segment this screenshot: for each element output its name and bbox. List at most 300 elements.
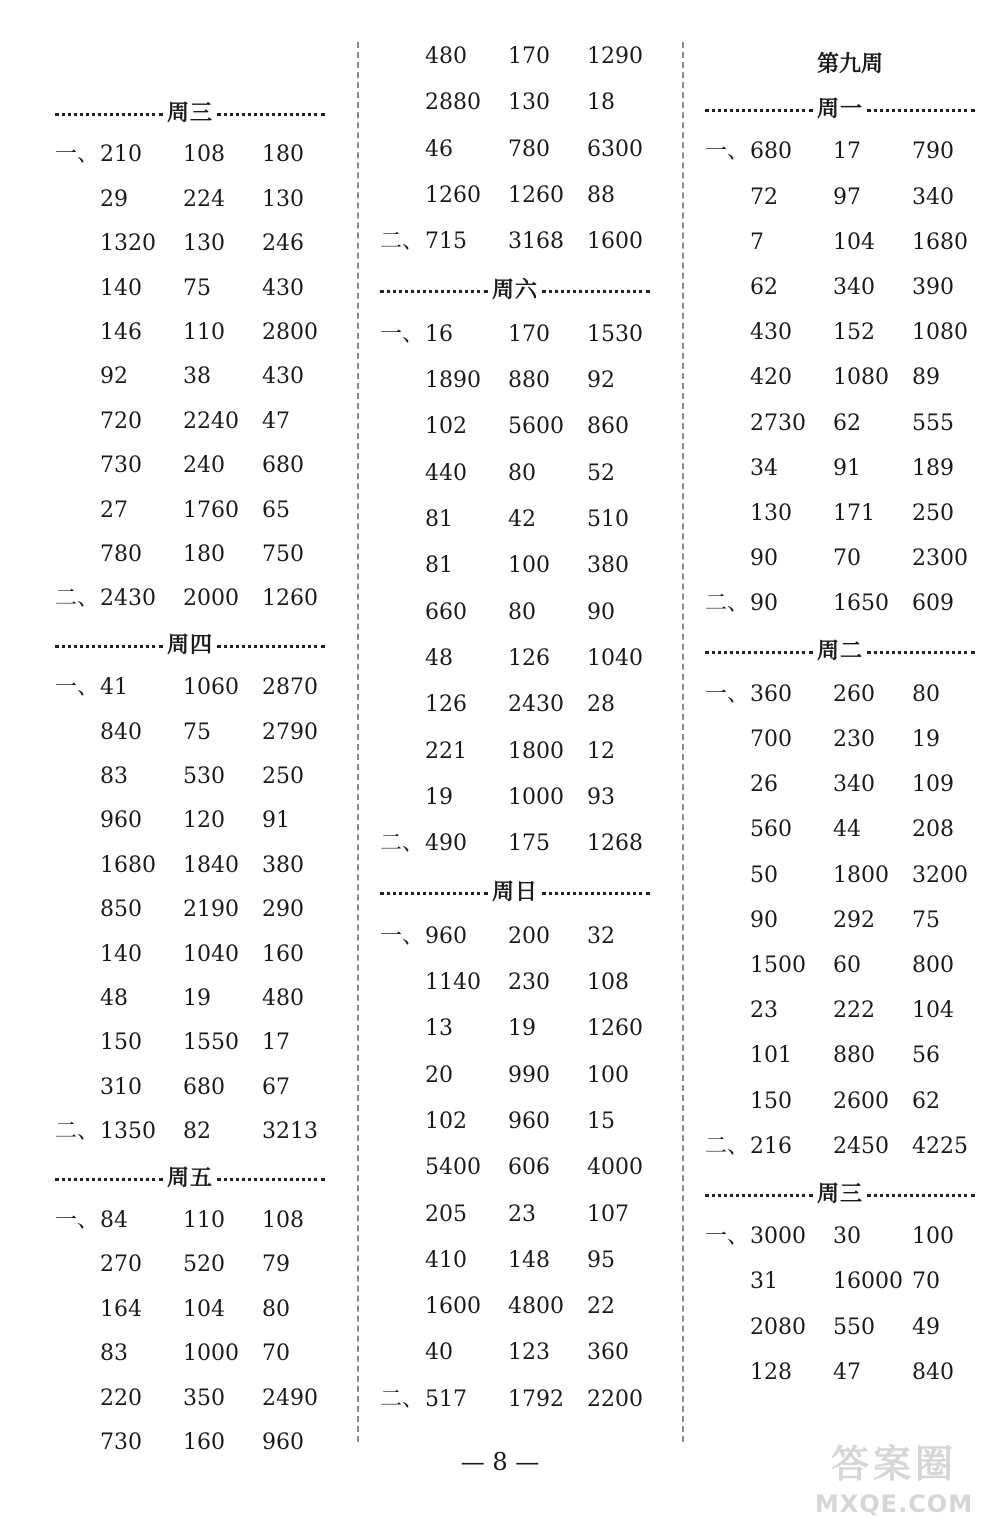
answer-value: 860 xyxy=(587,414,629,440)
answer-value: 23 xyxy=(750,998,778,1024)
answer-value: 32 xyxy=(587,923,615,949)
answer-value: 75 xyxy=(912,907,940,933)
answer-value: 4800 xyxy=(508,1294,564,1320)
answer-value: 1000 xyxy=(508,784,564,810)
answer-value: 90 xyxy=(750,591,778,617)
answer-value: 340 xyxy=(912,184,954,210)
answer-value: 2200 xyxy=(587,1386,643,1412)
answer-value: 246 xyxy=(262,231,304,257)
answer-value: 555 xyxy=(912,410,954,436)
answer-row xyxy=(55,405,345,439)
answer-value: 95 xyxy=(587,1247,615,1273)
answer-value: 2870 xyxy=(262,675,318,701)
answer-value: 160 xyxy=(183,1430,225,1455)
answer-value: 19 xyxy=(425,784,453,810)
answer-row xyxy=(380,549,670,583)
dotted-rule xyxy=(542,892,650,895)
answer-row xyxy=(380,40,670,74)
answer-value: 1350 xyxy=(100,1119,156,1145)
answer-row xyxy=(55,1071,345,1105)
section-marker: 一、 xyxy=(55,142,100,168)
answer-value: 67 xyxy=(262,1074,290,1100)
dotted-rule xyxy=(217,1178,325,1181)
answer-value: 840 xyxy=(100,719,142,745)
answer-value: 430 xyxy=(750,320,792,346)
answer-row xyxy=(380,503,670,537)
answer-value: 108 xyxy=(183,142,225,168)
answer-value: 34 xyxy=(750,455,778,481)
answer-value: 380 xyxy=(262,852,304,878)
answer-value: 83 xyxy=(100,764,128,789)
answer-value: 81 xyxy=(425,507,453,532)
section-marker: 一、 xyxy=(55,1208,100,1233)
answer-value: 91 xyxy=(833,455,861,481)
answer-value: 609 xyxy=(912,591,954,617)
answer-value: 440 xyxy=(425,460,467,486)
answer-value: 170 xyxy=(508,44,550,69)
answer-row xyxy=(380,1290,670,1324)
answer-value: 4000 xyxy=(587,1155,643,1181)
answer-value: 81 xyxy=(425,553,453,579)
answer-value: 680 xyxy=(183,1074,225,1100)
answer-row xyxy=(380,1151,670,1185)
answer-row xyxy=(380,133,670,167)
answer-value: 56 xyxy=(912,1043,940,1069)
answer-value: 123 xyxy=(508,1340,550,1366)
answer-row xyxy=(380,225,670,259)
answer-row xyxy=(55,1248,345,1282)
answer-row xyxy=(380,781,670,815)
answer-value: 222 xyxy=(833,998,875,1024)
answer-row xyxy=(705,497,995,531)
answer-value: 23 xyxy=(508,1201,536,1227)
section-marker: 一、 xyxy=(705,139,750,165)
answer-value: 1550 xyxy=(183,1030,239,1056)
day-header xyxy=(55,627,325,661)
answer-value: 107 xyxy=(587,1201,629,1227)
answer-value: 80 xyxy=(508,460,536,486)
answer-value: 560 xyxy=(750,817,792,843)
day-header xyxy=(55,1160,325,1194)
answer-value: 16000 xyxy=(833,1269,903,1295)
answer-value: 62 xyxy=(750,275,778,300)
answer-row xyxy=(55,1204,345,1238)
watermark-logo xyxy=(794,1440,994,1528)
section-marker: 二、 xyxy=(705,1133,750,1159)
answer-value: 880 xyxy=(508,368,550,394)
answer-value: 48 xyxy=(425,645,453,671)
answer-value: 224 xyxy=(183,186,225,212)
answer-row xyxy=(705,678,995,712)
answer-value: 1680 xyxy=(100,852,156,878)
answer-value: 83 xyxy=(100,1341,128,1367)
answer-value: 1600 xyxy=(425,1294,481,1320)
answer-value: 310 xyxy=(100,1074,142,1100)
answer-value: 72 xyxy=(750,184,778,210)
answer-row xyxy=(55,938,345,972)
answer-value: 840 xyxy=(912,1359,954,1385)
answer-row xyxy=(55,183,345,217)
answer-value: 730 xyxy=(100,453,142,479)
answer-value: 1800 xyxy=(508,738,564,764)
answer-value: 1320 xyxy=(100,231,156,257)
answer-value: 52 xyxy=(587,460,615,486)
answer-value: 2430 xyxy=(508,692,564,718)
answer-value: 2000 xyxy=(183,586,239,612)
answer-row xyxy=(55,316,345,350)
day-header xyxy=(705,633,975,667)
answer-value: 1680 xyxy=(912,229,968,255)
day-header-label: 周一 xyxy=(817,95,864,122)
answer-row xyxy=(55,1026,345,1060)
answer-value: 70 xyxy=(262,1341,290,1367)
answer-value: 2450 xyxy=(833,1133,889,1159)
answer-value: 2600 xyxy=(833,1088,889,1114)
answer-value: 2800 xyxy=(262,320,318,345)
answer-value: 126 xyxy=(425,692,467,718)
answer-row xyxy=(380,1105,670,1139)
watermark-url: MXQE.COM xyxy=(814,1490,974,1518)
answer-value: 189 xyxy=(912,455,954,481)
answer-value: 130 xyxy=(750,501,792,526)
answer-value: 850 xyxy=(100,897,142,923)
answer-value: 606 xyxy=(508,1155,550,1181)
dotted-rule xyxy=(867,651,975,654)
day-header xyxy=(55,94,325,128)
dotted-rule xyxy=(867,109,975,112)
answer-value: 150 xyxy=(750,1088,792,1114)
answer-value: 30 xyxy=(833,1224,861,1250)
answer-value: 3000 xyxy=(750,1224,806,1250)
section-marker: 一、 xyxy=(705,681,750,707)
answer-value: 221 xyxy=(425,738,467,764)
answer-row xyxy=(705,1356,995,1390)
answer-row xyxy=(380,1244,670,1278)
answer-value: 1080 xyxy=(912,320,968,346)
answer-row xyxy=(705,271,995,305)
answer-value: 88 xyxy=(587,182,615,208)
answer-value: 46 xyxy=(425,136,453,162)
answer-value: 2790 xyxy=(262,719,318,745)
dotted-rule xyxy=(380,290,488,293)
answer-value: 26 xyxy=(750,772,778,798)
answer-value: 65 xyxy=(262,497,290,523)
answer-row xyxy=(705,1039,995,1073)
answer-value: 730 xyxy=(100,1430,142,1455)
answer-row xyxy=(55,982,345,1016)
section-marker: 二、 xyxy=(380,1386,425,1412)
answer-value: 205 xyxy=(425,1201,467,1227)
answer-value: 1530 xyxy=(587,321,643,347)
answer-value: 2080 xyxy=(750,1314,806,1340)
answer-value: 1140 xyxy=(425,970,481,995)
answer-value: 70 xyxy=(833,546,861,572)
section-marker: 一、 xyxy=(705,1224,750,1250)
answer-row xyxy=(705,226,995,260)
answer-row xyxy=(55,1293,345,1327)
dotted-rule xyxy=(217,645,325,648)
answer-value: 200 xyxy=(508,923,550,949)
answer-value: 90 xyxy=(750,546,778,572)
answer-value: 108 xyxy=(262,1208,304,1233)
answer-value: 130 xyxy=(508,90,550,116)
answer-value: 240 xyxy=(183,453,225,479)
answer-value: 1840 xyxy=(183,852,239,878)
answer-value: 108 xyxy=(587,970,629,995)
answer-row xyxy=(705,1265,995,1299)
answer-value: 180 xyxy=(262,142,304,168)
answer-value: 410 xyxy=(425,1247,467,1273)
day-header xyxy=(705,90,975,124)
answer-row xyxy=(55,582,345,616)
day-header-label: 周六 xyxy=(492,277,539,303)
answer-value: 130 xyxy=(183,231,225,257)
section-marker: 一、 xyxy=(380,321,425,347)
answer-value: 340 xyxy=(833,275,875,300)
answer-row xyxy=(705,452,995,486)
answer-value: 47 xyxy=(262,408,290,434)
answer-value: 104 xyxy=(183,1296,225,1322)
answer-value: 60 xyxy=(833,953,861,978)
answer-value: 3213 xyxy=(262,1119,318,1145)
answer-value: 660 xyxy=(425,599,467,625)
answer-value: 270 xyxy=(100,1252,142,1278)
answer-value: 1000 xyxy=(183,1341,239,1367)
answer-value: 960 xyxy=(262,1430,304,1455)
answer-row xyxy=(380,410,670,444)
answer-value: 2190 xyxy=(183,897,239,923)
answer-value: 210 xyxy=(100,142,142,168)
answer-value: 290 xyxy=(262,897,304,923)
section-marker: 一、 xyxy=(55,675,100,701)
day-header xyxy=(380,272,650,306)
answer-row xyxy=(705,407,995,441)
answer-row xyxy=(705,859,995,893)
answer-row xyxy=(55,760,345,794)
answer-value: 2730 xyxy=(750,410,806,436)
answer-value: 101 xyxy=(750,1043,792,1069)
answer-value: 150 xyxy=(100,1030,142,1056)
section-marker: 二、 xyxy=(705,591,750,617)
section-marker: 二、 xyxy=(380,229,425,255)
answer-value: 680 xyxy=(750,139,792,165)
answer-row xyxy=(380,920,670,954)
answer-value: 250 xyxy=(912,501,954,526)
answer-value: 430 xyxy=(262,275,304,301)
answer-row xyxy=(705,813,995,847)
day-header-label: 周日 xyxy=(492,878,539,905)
answer-value: 12 xyxy=(587,738,615,764)
dotted-rule xyxy=(542,290,650,293)
answer-value: 84 xyxy=(100,1208,128,1233)
answer-value: 715 xyxy=(425,229,467,255)
answer-value: 1760 xyxy=(183,497,239,523)
answer-row xyxy=(705,1220,995,1254)
answer-value: 1260 xyxy=(587,1016,643,1042)
answer-value: 80 xyxy=(912,681,940,707)
answer-row xyxy=(705,587,995,621)
day-header xyxy=(705,1175,975,1209)
day-header-label: 周三 xyxy=(817,1180,864,1207)
answer-value: 18 xyxy=(587,90,615,116)
answer-row xyxy=(55,538,345,572)
answer-value: 380 xyxy=(587,553,629,579)
answer-value: 146 xyxy=(100,320,142,345)
day-header-label: 周五 xyxy=(167,1165,214,1192)
answer-value: 47 xyxy=(833,1359,861,1385)
answer-value: 100 xyxy=(912,1224,954,1250)
answer-value: 140 xyxy=(100,275,142,301)
dotted-rule xyxy=(217,113,325,116)
answer-value: 42 xyxy=(508,507,536,532)
answer-value: 102 xyxy=(425,1108,467,1134)
dotted-rule xyxy=(55,645,163,648)
answer-row xyxy=(380,318,670,352)
answer-column-right xyxy=(705,0,995,1500)
answer-value: 41 xyxy=(100,675,128,701)
answer-value: 517 xyxy=(425,1386,467,1412)
answer-value: 75 xyxy=(183,719,211,745)
answer-value: 17 xyxy=(833,139,861,165)
answer-value: 19 xyxy=(912,727,940,752)
answer-value: 880 xyxy=(833,1043,875,1069)
answer-value: 19 xyxy=(508,1016,536,1042)
answer-row xyxy=(55,360,345,394)
answer-value: 80 xyxy=(508,599,536,625)
dotted-rule xyxy=(55,1178,163,1181)
section-marker: 一、 xyxy=(380,923,425,949)
answer-row xyxy=(705,1130,995,1164)
column-divider xyxy=(682,42,684,1442)
answer-row xyxy=(380,1012,670,1046)
dotted-rule xyxy=(705,109,813,112)
answer-value: 1290 xyxy=(587,44,643,69)
answer-value: 19 xyxy=(183,986,211,1011)
dotted-rule xyxy=(55,113,163,116)
answer-row xyxy=(380,642,670,676)
answer-row xyxy=(380,1336,670,1370)
answer-value: 29 xyxy=(100,186,128,212)
answer-value: 70 xyxy=(912,1269,940,1295)
answer-value: 350 xyxy=(183,1385,225,1411)
answer-row xyxy=(380,1059,670,1093)
answer-row xyxy=(705,1311,995,1345)
answer-value: 292 xyxy=(833,907,875,933)
answer-value: 22 xyxy=(587,1294,615,1320)
answer-value: 171 xyxy=(833,501,875,526)
answer-value: 780 xyxy=(508,136,550,162)
answer-value: 92 xyxy=(587,368,615,394)
answer-value: 130 xyxy=(262,186,304,212)
answer-value: 48 xyxy=(100,986,128,1011)
answer-row xyxy=(705,542,995,576)
answer-value: 1260 xyxy=(262,586,318,612)
answer-row xyxy=(380,966,670,1000)
section-marker: 二、 xyxy=(380,831,425,857)
dotted-rule xyxy=(705,1194,813,1197)
answer-value: 110 xyxy=(183,320,225,345)
answer-row xyxy=(705,949,995,983)
answer-value: 960 xyxy=(425,923,467,949)
answer-value: 680 xyxy=(262,453,304,479)
answer-value: 3168 xyxy=(508,229,564,255)
answer-value: 1600 xyxy=(587,229,643,255)
answer-value: 5600 xyxy=(508,414,564,440)
answer-value: 110 xyxy=(183,1208,225,1233)
answer-value: 1792 xyxy=(508,1386,564,1412)
answer-value: 31 xyxy=(750,1269,778,1295)
answer-value: 80 xyxy=(262,1296,290,1322)
answer-value: 260 xyxy=(833,681,875,707)
answer-value: 62 xyxy=(833,410,861,436)
answer-value: 216 xyxy=(750,1133,792,1159)
answer-value: 6300 xyxy=(587,136,643,162)
answer-row xyxy=(705,768,995,802)
answer-row xyxy=(55,849,345,883)
answer-row xyxy=(55,138,345,172)
answer-row xyxy=(705,723,995,757)
answer-value: 1890 xyxy=(425,368,481,394)
answer-value: 104 xyxy=(833,229,875,255)
answer-value: 1040 xyxy=(183,941,239,967)
dotted-rule xyxy=(705,651,813,654)
answer-value: 800 xyxy=(912,953,954,978)
answer-row xyxy=(380,86,670,120)
answer-value: 175 xyxy=(508,831,550,857)
answer-value: 208 xyxy=(912,817,954,843)
answer-value: 28 xyxy=(587,692,615,718)
answer-row xyxy=(55,1115,345,1149)
answer-row xyxy=(55,227,345,261)
answer-column-left xyxy=(55,0,345,1500)
week-title: 第九周 xyxy=(816,51,883,77)
answer-value: 7 xyxy=(750,229,764,255)
answer-row xyxy=(705,316,995,350)
answer-value: 360 xyxy=(750,681,792,707)
answer-value: 164 xyxy=(100,1296,142,1322)
answer-value: 38 xyxy=(183,364,211,390)
answer-value: 1268 xyxy=(587,831,643,857)
answer-value: 2300 xyxy=(912,546,968,572)
answer-value: 140 xyxy=(100,941,142,967)
answer-row xyxy=(55,494,345,528)
answer-value: 340 xyxy=(833,772,875,798)
answer-value: 49 xyxy=(912,1314,940,1340)
answer-value: 91 xyxy=(262,808,290,834)
answer-row xyxy=(55,804,345,838)
answer-value: 92 xyxy=(100,364,128,390)
answer-value: 720 xyxy=(100,408,142,434)
answer-value: 220 xyxy=(100,1385,142,1411)
answer-value: 148 xyxy=(508,1247,550,1273)
answer-row xyxy=(55,449,345,483)
watermark-title: 答案圈 xyxy=(830,1442,957,1486)
answer-value: 1040 xyxy=(587,645,643,671)
answer-value: 480 xyxy=(425,44,467,69)
answer-value: 550 xyxy=(833,1314,875,1340)
answer-value: 790 xyxy=(912,139,954,165)
answer-row xyxy=(380,688,670,722)
answer-value: 13 xyxy=(425,1016,453,1042)
answer-row xyxy=(55,716,345,750)
answer-row xyxy=(705,904,995,938)
answer-value: 75 xyxy=(183,275,211,301)
answer-value: 100 xyxy=(508,553,550,579)
day-header-label: 周二 xyxy=(817,638,864,665)
answer-value: 430 xyxy=(262,364,304,390)
answer-value: 230 xyxy=(833,727,875,752)
answer-value: 1650 xyxy=(833,591,889,617)
